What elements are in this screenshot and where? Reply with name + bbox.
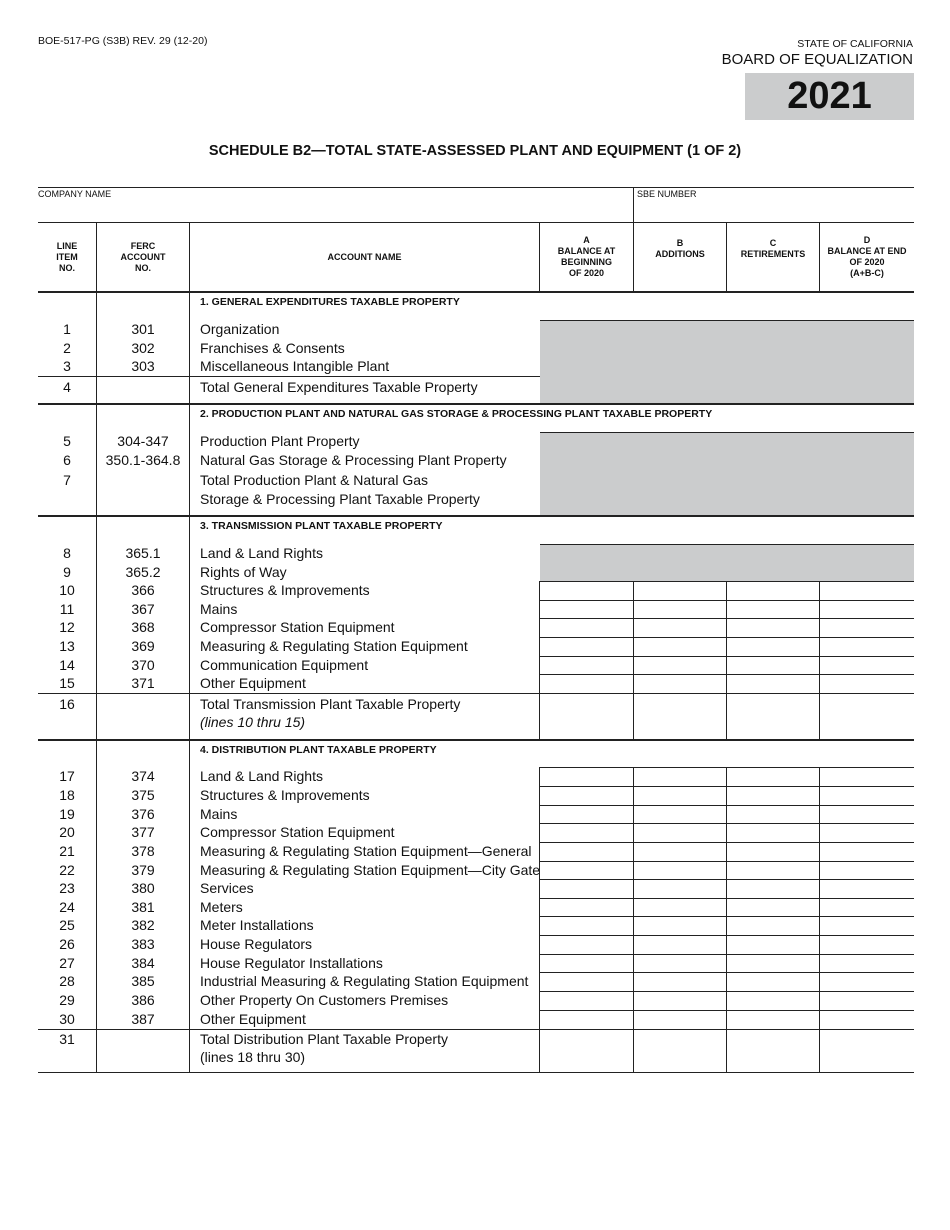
sbe-number-field[interactable] [637,201,913,222]
account-name: Other Property On Customers Premises [200,992,449,1008]
line-number: 17 [59,768,75,784]
ferc-number: 366 [131,582,155,598]
grid-rule [540,1010,914,1011]
ferc-number: 365.1 [125,545,161,561]
total-account-name: Total Distribution Plant Taxable Property [200,1031,448,1047]
grid-column-rule [633,581,634,740]
shaded-area-production [540,432,914,516]
col-header-a: A BALANCE AT BEGINNING OF 2020 [557,235,616,278]
section-end-rule [38,403,914,405]
account-name: Total Production Plant & Natural Gas [200,472,429,488]
ferc-number: 374 [131,768,155,784]
account-name: Mains [200,806,238,822]
grid-rule [540,637,914,638]
col-header-d: D BALANCE AT END OF 2020 (A+B-C) [827,235,907,278]
total-note: (lines 18 thru 30) [200,1049,306,1065]
line-number: 13 [59,638,75,654]
account-name: House Regulators [200,936,313,952]
line-number: 5 [63,433,71,449]
line-number: 26 [59,936,75,952]
line-number: 14 [59,657,75,673]
c-column-header-rule [726,222,727,292]
total-line-number: 16 [59,696,75,712]
state-label: STATE OF CALIFORNIA [797,38,913,50]
section-rule [540,544,914,545]
account-name: Other Equipment [200,675,306,691]
section-title-transmission: 3. TRANSMISSION PLANT TAXABLE PROPERTY [200,520,443,532]
section-end-rule [38,739,914,741]
shaded-area-transmission [540,544,914,581]
account-name: Services [200,880,254,896]
grid-rule [540,954,914,955]
ferc-number: 367 [131,601,155,617]
table-bottom-rule [38,1072,914,1073]
grid-rule [540,656,914,657]
account-name: Land & Land Rights [200,545,323,561]
grid-column-rule [819,581,820,740]
account-name: Land & Land Rights [200,768,323,784]
ferc-number: 370 [131,657,155,673]
line-number: 10 [59,582,75,598]
line-number: 27 [59,955,75,971]
account-name: Structures & Improvements [200,787,370,803]
account-name: Meters [200,899,243,915]
ferc-number: 383 [131,936,155,952]
account-name: Mains [200,601,238,617]
col-header-account: ACCOUNT NAME [327,251,402,262]
line-number: 15 [59,675,75,691]
sbe-number-label: SBE NUMBER [637,189,697,199]
line-number: 12 [59,619,75,635]
line-number: 3 [63,358,71,374]
year-badge: 2021 [745,73,914,120]
ferc-number: 369 [131,638,155,654]
schedule-title: SCHEDULE B2—TOTAL STATE-ASSESSED PLANT AND EQUIPMENT (1 OF 2) [208,143,742,159]
account-name: Industrial Measuring & Regulating Station Equipment [200,973,529,989]
line-number: 23 [59,880,75,896]
total-account-name: Total General Expenditures Taxable Property [200,379,478,395]
account-name: Rights of Way [200,564,287,580]
line-number: 9 [63,564,71,580]
section-end-rule [38,515,914,517]
section-rule [540,432,914,433]
grid-column-rule [726,767,727,1073]
total-account-name: Total Transmission Plant Taxable Property [200,696,461,712]
ferc-number: 379 [131,862,155,878]
line-number: 24 [59,899,75,915]
ferc-number: 302 [131,340,155,356]
line-number: 6 [63,452,71,468]
grid-column-rule [819,767,820,1073]
account-name: Compressor Station Equipment [200,824,395,840]
grid-rule [540,879,914,880]
ferc-number: 368 [131,619,155,635]
header-bottom-rule [38,291,914,293]
ferc-number: 376 [131,806,155,822]
account-name: Organization [200,321,280,337]
total-rule [38,693,914,694]
a-column-header-rule [539,222,540,292]
grid-rule [540,935,914,936]
form-number: BOE-517-PG (S3B) REV. 29 (12-20) [38,35,208,47]
company-name-field[interactable] [38,201,632,222]
header-top-rule [38,222,914,223]
col-header-line: LINE ITEM NO. [56,240,78,273]
line-number: 1 [63,321,71,337]
account-name: House Regulator Installations [200,955,383,971]
line-number: 28 [59,973,75,989]
grid-rule [540,600,914,601]
ferc-number: 387 [131,1011,155,1027]
ferc-number: 384 [131,955,155,971]
grid-rule [540,805,914,806]
grid-column-rule [539,581,540,740]
section-rule [540,320,914,321]
account-name: Measuring & Regulating Station Equipment [200,638,468,654]
line-number: 22 [59,862,75,878]
ferc-number: 365.2 [125,564,161,580]
line-number: 11 [59,601,75,617]
account-name: Other Equipment [200,1011,306,1027]
account-name: Production Plant Property [200,433,360,449]
line-number: 25 [59,917,75,933]
grid-rule [540,581,914,582]
line-number: 30 [59,1011,75,1027]
grid-rule [540,674,914,675]
col-header-ferc: FERC ACCOUNT NO. [120,240,166,273]
shaded-area-general [540,320,914,404]
section-title-production: 2. PRODUCTION PLANT AND NATURAL GAS STORAGE & PROCESSING PLANT TAXABLE PROPERTY [200,408,713,420]
grid-rule [540,972,914,973]
account-name: Structures & Improvements [200,582,370,598]
total-line-number: 31 [59,1031,75,1047]
ferc-number: 371 [131,675,155,691]
ferc-number: 375 [131,787,155,803]
account-name: Measuring & Regulating Station Equipment—City Gate [200,862,541,878]
col-header-b: B ADDITIONS [655,238,705,259]
line-number: 2 [63,340,71,356]
grid-rule [540,916,914,917]
board-label: BOARD OF EQUALIZATION [721,51,913,68]
ferc-number: 303 [131,358,155,374]
ferc-number: 377 [131,824,155,840]
section-title-distribution: 4. DISTRIBUTION PLANT TAXABLE PROPERTY [200,744,437,756]
grid-column-rule [633,767,634,1073]
total-line-number: 4 [63,379,71,395]
grid-rule [540,861,914,862]
ferc-number: 381 [131,899,155,915]
account-name: Compressor Station Equipment [200,619,395,635]
total-note: (lines 10 thru 15) [200,714,306,730]
line-number: 7 [63,472,71,488]
grid-rule [540,823,914,824]
fields-divider [633,187,634,223]
d-column-header-rule [819,222,820,292]
grid-rule [540,618,914,619]
grid-rule [540,991,914,992]
section-title-general: 1. GENERAL EXPENDITURES TAXABLE PROPERTY [200,296,460,308]
account-name: Franchises & Consents [200,340,345,356]
account-name: Meter Installations [200,917,314,933]
ferc-number: 386 [131,992,155,1008]
total-rule [38,376,540,377]
account-name: Natural Gas Storage & Processing Plant Property [200,452,507,468]
company-name-label: COMPANY NAME [38,189,112,199]
grid-rule [540,786,914,787]
account-name: Measuring & Regulating Station Equipment—General [200,843,532,859]
col-header-c: C RETIREMENTS [740,238,806,259]
ferc-number: 385 [131,973,155,989]
account-name: Communication Equipment [200,657,369,673]
line-number: 29 [59,992,75,1008]
grid-rule [540,767,914,768]
b-column-header-rule [633,222,634,292]
account-name: Miscellaneous Intangible Plant [200,358,390,374]
grid-rule [540,842,914,843]
ferc-number: 380 [131,880,155,896]
ferc-number: 301 [131,321,155,337]
line-number: 21 [59,843,75,859]
line-number: 8 [63,545,71,561]
grid-column-rule [726,581,727,740]
account-column-rule [189,222,190,1073]
ferc-number: 304-347 [117,433,169,449]
line-number: 20 [59,824,75,840]
fields-top-rule [38,187,914,188]
line-number: 19 [59,806,75,822]
ferc-number: 378 [131,843,155,859]
ferc-number: 350.1-364.8 [105,452,181,468]
ferc-number: 382 [131,917,155,933]
grid-rule [540,898,914,899]
total-rule [38,1029,914,1030]
line-number: 18 [59,787,75,803]
grid-column-rule [539,767,540,1073]
account-name: Storage & Processing Plant Taxable Property [200,491,480,507]
